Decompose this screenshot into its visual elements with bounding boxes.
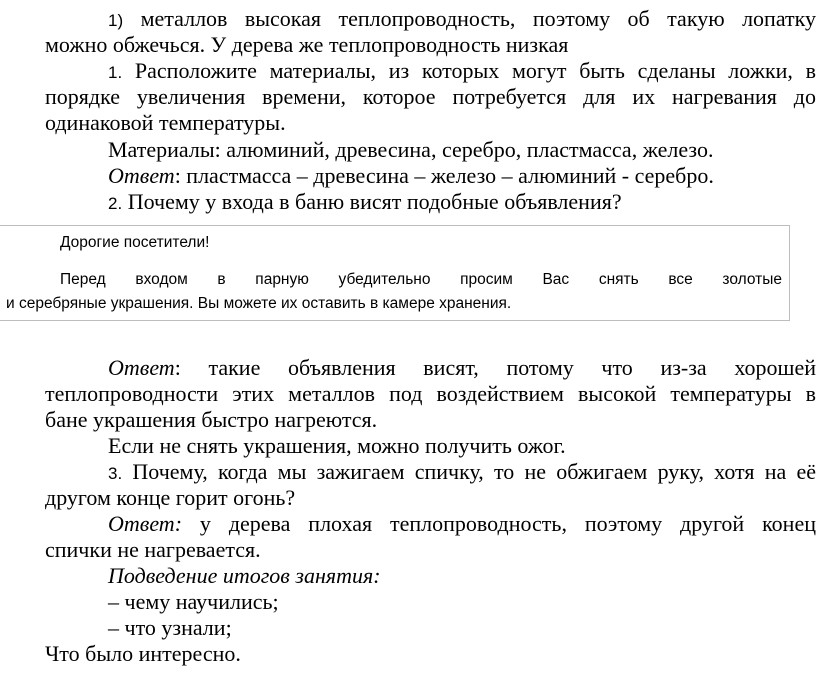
question3-number: 3. <box>108 464 123 483</box>
answer2-line-3: бане украшения быстро нагреются. <box>45 407 378 432</box>
answer1-line <box>108 162 816 189</box>
text: Почему у входа в баню висят подобные объявления? <box>127 189 622 214</box>
question3-line-2: другом конце горит огонь? <box>45 485 296 510</box>
summary-item-1: – чему научились; <box>108 589 279 614</box>
answer-label: Ответ <box>108 355 175 380</box>
notice-line-1: Перед входом в парную убедительно просим Вас снять все золотые <box>60 271 782 288</box>
answer-text: : такие объявления висят, потому что из-за хорошей <box>174 355 816 380</box>
question1-number: 1. <box>108 63 123 82</box>
question1-line-1 <box>108 57 816 86</box>
question3-line-1 <box>108 458 816 487</box>
answer2-line-4: Если не снять украшения, можно получить ожог. <box>108 433 566 458</box>
text: Почему, когда мы зажигаем спичку, то не обжигаем руку, хотя на её <box>132 459 816 484</box>
item-number: 1) <box>108 11 124 30</box>
answer-text: у дерева плохая теплопроводность, поэтому другой конец <box>182 511 816 536</box>
notice-line-2: и серебряные украшения. Вы можете их оставить в камере хранения. <box>6 295 512 312</box>
notice-box <box>0 225 790 321</box>
summary-item-2: – что узнали; <box>108 615 232 640</box>
question2-number: 2. <box>108 194 123 213</box>
text: металлов высокая теплопроводность, поэтому об такую лопатку <box>140 6 816 31</box>
text: Расположите материалы, из которых могут быть сделаны ложки, в <box>134 58 816 83</box>
top-line-1 <box>108 5 816 34</box>
question1-line-2: порядке увеличения времени, которое потребуется для их нагревания до <box>45 84 816 109</box>
answer3-line-1 <box>108 510 816 537</box>
summary-last: Что было интересно. <box>45 641 241 666</box>
answer-label: Ответ: <box>108 511 183 536</box>
question1-line-3: одинаковой температуры. <box>45 110 286 135</box>
top-line-2: можно обжечься. У дерева же теплопроводность низкая <box>45 32 569 57</box>
answer-label: Ответ <box>108 163 175 188</box>
summary-title: Подведение итогов занятия: <box>108 563 381 588</box>
answer2-line-2: теплопроводности этих металлов под воздействием высокой температуры в <box>45 381 816 406</box>
answer3-line-2: спички не нагревается. <box>45 537 261 562</box>
materials-line: Материалы: алюминий, древесина, серебро, пластмасса, железо. <box>108 137 714 162</box>
question2-line <box>108 188 816 217</box>
notice-greeting: Дорогие посетители! <box>60 234 210 251</box>
answer-text: : пластмасса – древесина – железо – алюминий - серебро. <box>174 163 714 188</box>
answer2-line-1 <box>108 354 816 381</box>
